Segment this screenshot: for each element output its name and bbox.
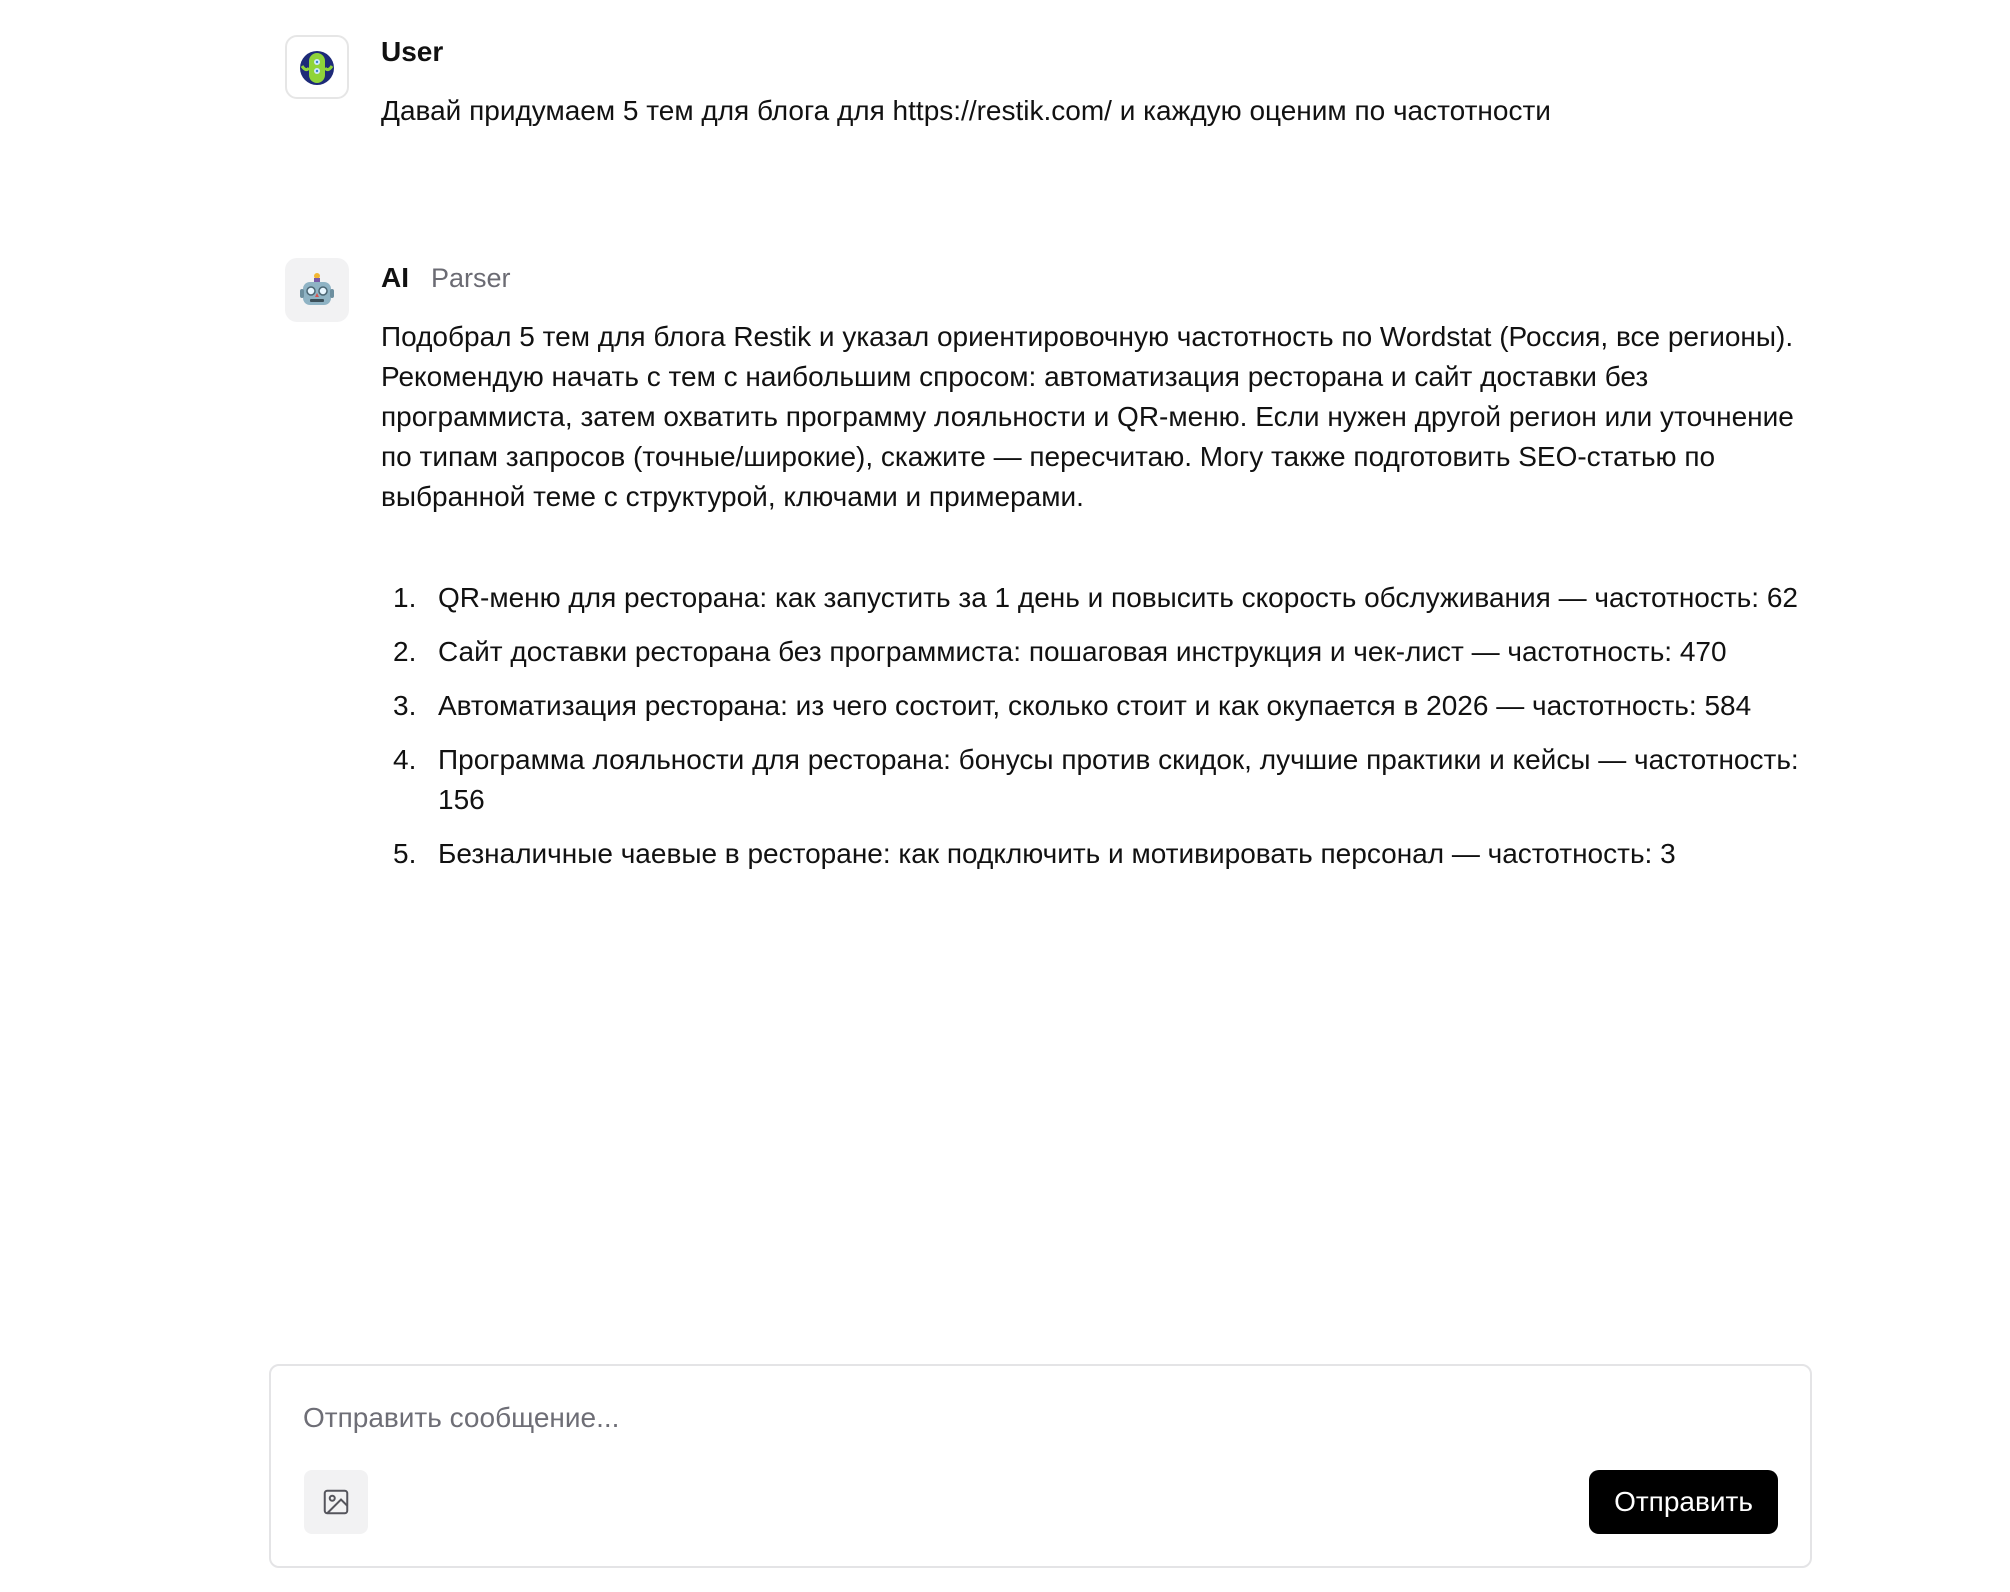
send-button[interactable]: Отправить	[1589, 1470, 1778, 1534]
topic-list	[381, 578, 1801, 888]
attach-image-button[interactable]	[304, 1470, 368, 1534]
ai-header	[381, 262, 511, 294]
list-item-text: Программа лояльности для ресторана: бонусы против скидок, лучшие практики и кейсы — частотность: 156	[438, 744, 1799, 815]
alien-avatar-icon	[298, 48, 336, 86]
user-message-text: Давай придумаем 5 тем для блога для https://restik.com/ и каждую оценим по частотности	[381, 95, 1551, 126]
list-number: 2.	[393, 636, 417, 667]
message-composer	[269, 1364, 1812, 1568]
list-item-text: QR-меню для ресторана: как запустить за 1 день и повысить скорость обслуживания — частотность: 62	[438, 582, 1798, 613]
list-item	[381, 578, 1801, 618]
user-avatar	[285, 35, 349, 99]
ai-author-name: AI	[381, 262, 409, 293]
ai-role-label: Parser	[431, 263, 511, 293]
list-number: 1.	[393, 582, 417, 613]
list-item-text: Безналичные чаевые в ресторане: как подключить и мотивировать персонал — частотность: 3	[438, 838, 1676, 869]
image-icon	[321, 1487, 351, 1517]
ai-message-text: Подобрал 5 тем для блога Restik и указал ориентировочную частотность по Wordstat (Россия, все регионы). Рекомендую начать с тем с наибольшим спросом: автоматизация ресторана и сайт доставки без программиста, затем охватить программу лояльности и QR-меню. Если нужен другой регион или уточнение по типам запросов (точные/широкие), скажите — пересчитаю. Могу также подготовить SEO-статью по выбранной теме с структурой, ключами и примерами.	[381, 321, 1794, 512]
user-author-name: User	[381, 36, 444, 67]
list-item-text: Сайт доставки ресторана без программиста: пошаговая инструкция и чек-лист — частотность: 470	[438, 636, 1727, 667]
list-number: 4.	[393, 744, 417, 775]
list-number: 3.	[393, 690, 417, 721]
list-item	[381, 632, 1801, 672]
ai-avatar	[285, 258, 349, 322]
list-item	[381, 740, 1801, 820]
list-item	[381, 686, 1801, 726]
list-item	[381, 834, 1801, 874]
list-item-text: Автоматизация ресторана: из чего состоит, сколько стоит и как окупается в 2026 — частотность: 584	[438, 690, 1752, 721]
message-input[interactable]	[303, 1396, 1703, 1440]
list-number: 5.	[393, 838, 417, 869]
robot-icon	[298, 271, 336, 309]
